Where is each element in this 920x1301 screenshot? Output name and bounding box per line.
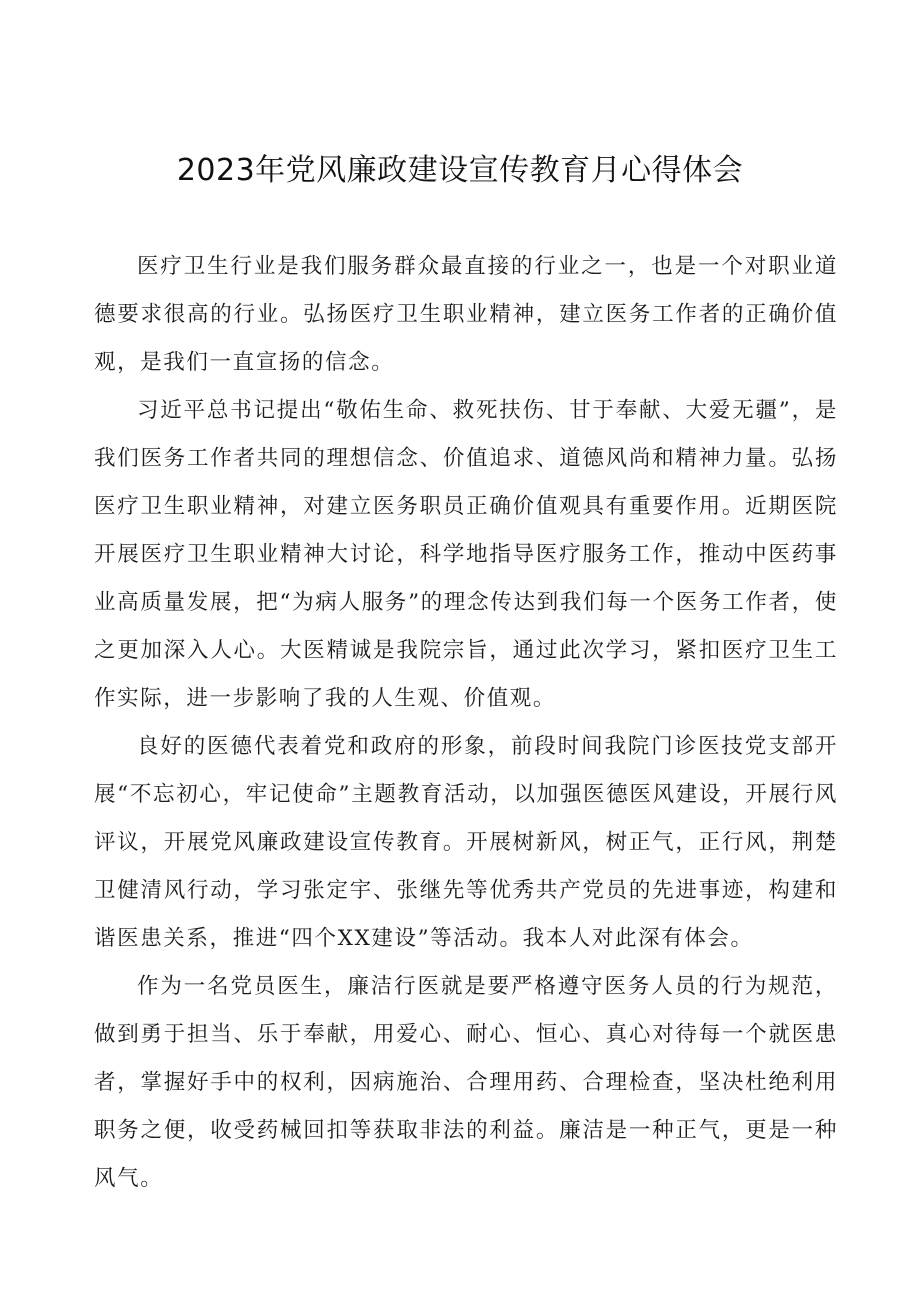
paragraph-4: 作为一名党员医生，廉洁行医就是要严格遵守医务人员的行为规范，做到勇于担当、乐于奉献，用爱心、耐心、恒心、真心对待每一个就医患者，掌握好手中的权利，因病施治、合理用药、合理检查，坚决杜绝利用职务之便，收受药械回扣等获取非法的利益。廉洁是一种正气，更是一种风气。: [94, 974, 838, 1191]
document-title: 2023年党风廉政建设宣传教育月心得体会: [176, 153, 744, 188]
paragraph-1: 医疗卫生行业是我们服务群众最直接的行业之一，也是一个对职业道德要求很高的行业。弘扬医疗卫生职业精神，建立医务工作者的正确价值观，是我们一直宣扬的信念。: [94, 254, 838, 375]
document-body: [94, 243, 838, 1203]
paragraph-3: 良好的医德代表着党和政府的形象，前段时间我院门诊医技党支部开展“不忘初心，牢记使命”主题教育活动，以加强医德医风建设，开展行风评议，开展党风廉政建设宣传教育。开展树新风，树正气，正行风，荆楚卫健清风行动，学习张定宇、张继先等优秀共产党员的先进事迹，构建和谐医患关系，推进“四个XX建设”等活动。我本人对此深有体会。: [94, 734, 838, 951]
paragraph-2: 习近平总书记提出“敬佑生命、救死扶伤、甘于奉献、大爱无疆”，是我们医务工作者共同的理想信念、价值追求、道德风尚和精神力量。弘扬医疗卫生职业精神，对建立医务职员正确价值观具有重要作用。近期医院开展医疗卫生职业精神大讨论，科学地指导医疗服务工作，推动中医药事业高质量发展，把“为病人服务”的理念传达到我们每一个医务工作者，使之更加深入人心。大医精诚是我院宗旨，通过此次学习，紧扣医疗卫生工作实际，进一步影响了我的人生观、价值观。: [94, 398, 838, 711]
